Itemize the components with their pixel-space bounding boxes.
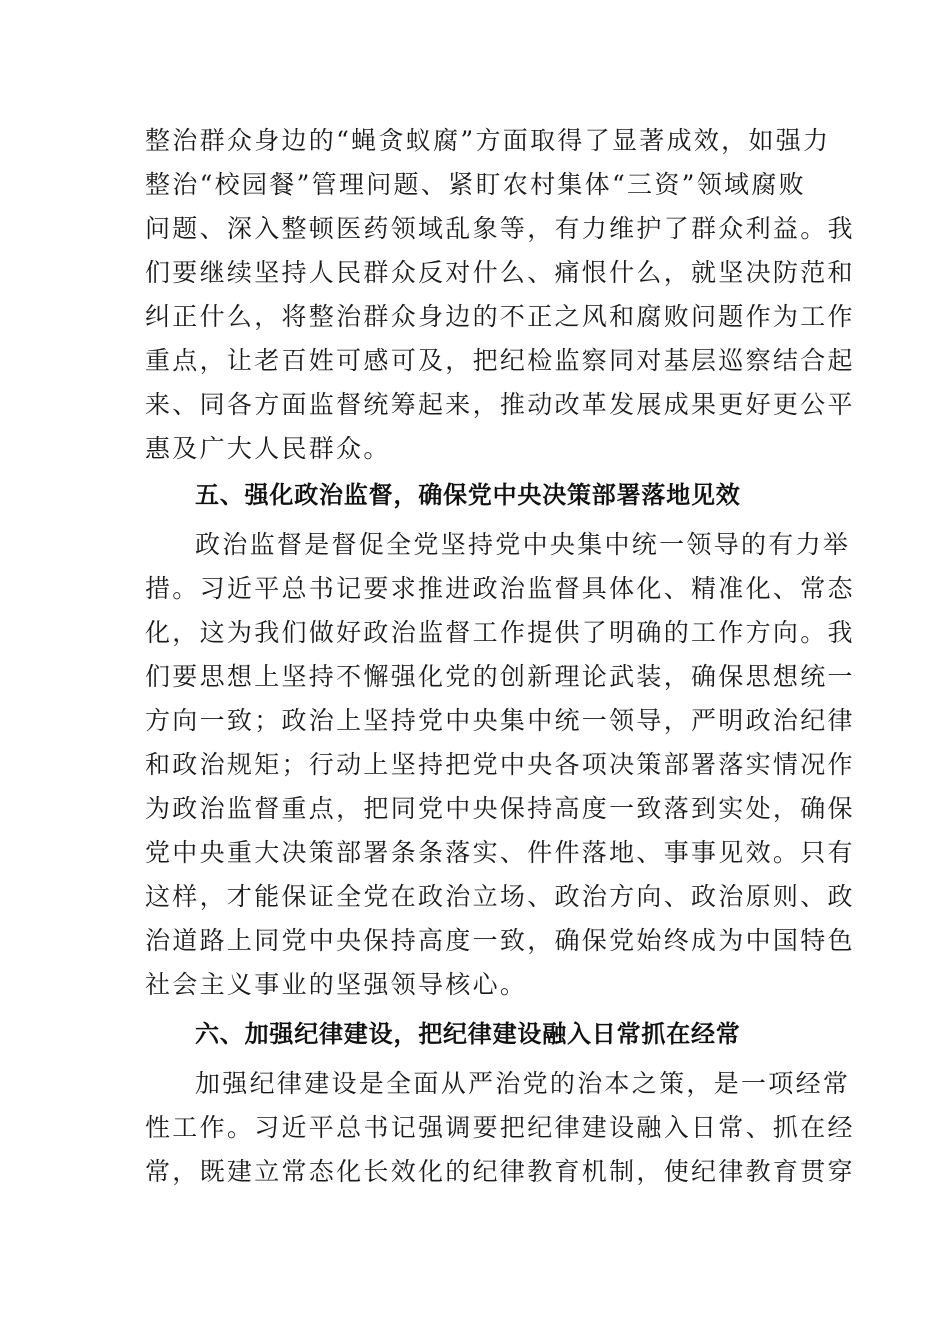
- paragraph-line: 化，这为我们做好政治监督工作提供了明确的工作方向。我: [145, 618, 855, 647]
- paragraph-line: 整治群众身边的“蝇贪蚁腐”方面取得了显著成效，如强力: [145, 126, 831, 155]
- section-five-heading: 五、强化政治监督，确保党中央决策部署落地见效: [195, 481, 741, 509]
- paragraph-line: 性工作。习近平总书记强调要把纪律建设融入日常、抓在经: [145, 1113, 855, 1142]
- paragraph-line: 们要继续坚持人民群众反对什么、痛恨什么，就坚决防范和: [145, 258, 855, 287]
- section-six-heading: 六、加强纪律建设，把纪律建设融入日常抓在经常: [195, 1020, 741, 1048]
- paragraph-line: 措。习近平总书记要求推进政治监督具体化、精准化、常态: [145, 574, 855, 603]
- paragraph-line: 方向一致；政治上坚持党中央集中统一领导，严明政治纪律: [145, 706, 855, 735]
- paragraph-line: 为政治监督重点，把同党中央保持高度一致落到实处，确保: [145, 794, 855, 823]
- paragraph-line: 加强纪律建设是全面从严治党的治本之策，是一项经常: [195, 1069, 851, 1098]
- paragraph-line: 党中央重大决策部署条条落实、件件落地、事事见效。只有: [145, 838, 855, 867]
- paragraph-line: 政治监督是督促全党坚持党中央集中统一领导的有力举: [195, 530, 851, 559]
- paragraph-line: 社会主义事业的坚强领导核心。: [145, 970, 528, 999]
- paragraph-line: 整治“校园餐”管理问题、紧盯农村集体“三资”领域腐败: [145, 170, 806, 199]
- paragraph-line: 常，既建立常态化长效化的纪律教育机制，使纪律教育贯穿: [145, 1157, 855, 1186]
- paragraph-line: 纠正什么，将整治群众身边的不正之风和腐败问题作为工作: [145, 302, 855, 331]
- paragraph-line: 来、同各方面监督统筹起来，推动改革发展成果更好更公平: [145, 390, 855, 419]
- paragraph-line: 惠及广大人民群众。: [145, 434, 391, 463]
- paragraph-line: 们要思想上坚持不懈强化党的创新理论武装，确保思想统一: [145, 662, 855, 691]
- paragraph-line: 问题、深入整顿医药领域乱象等，有力维护了群众利益。我: [145, 214, 855, 243]
- paragraph-line: 治道路上同党中央保持高度一致，确保党始终成为中国特色: [145, 926, 855, 955]
- paragraph-line: 这样，才能保证全党在政治立场、政治方向、政治原则、政: [145, 882, 855, 911]
- paragraph-line: 和政治规矩；行动上坚持把党中央各项决策部署落实情况作: [145, 750, 855, 779]
- paragraph-line: 重点，让老百姓可感可及，把纪检监察同对基层巡察结合起: [145, 346, 855, 375]
